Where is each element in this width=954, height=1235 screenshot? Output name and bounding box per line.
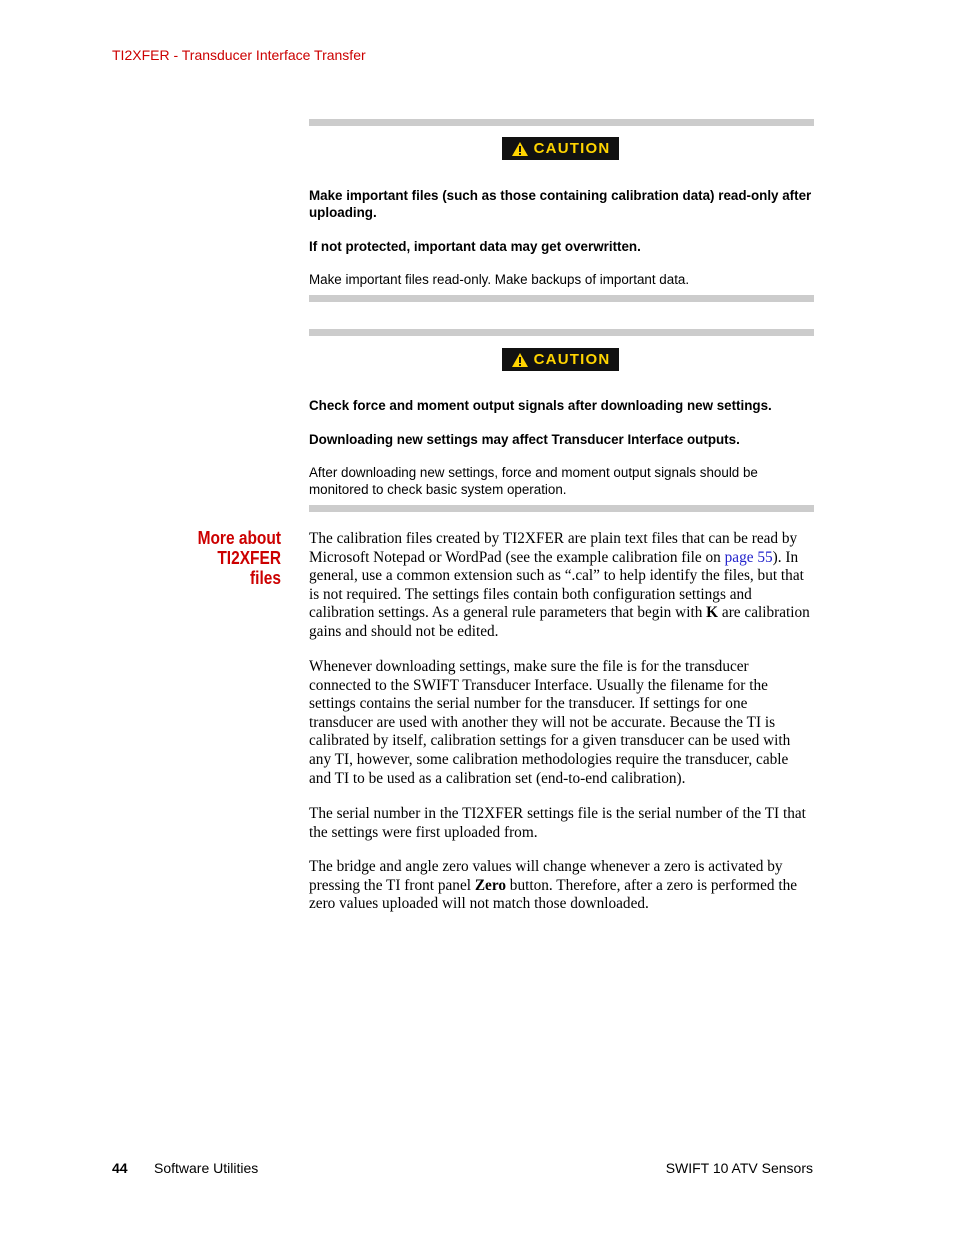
- paragraph-text: ). In general, use a common extension such as “.cal” to help identify the files, but that is not required. The settings files contain both configuration settings and calibration settings. As a general rule parameters that begin with: [309, 548, 804, 622]
- footer-chapter: Software Utilities: [154, 1160, 259, 1176]
- bold-k: K: [706, 604, 719, 622]
- section-heading-line1: More about TI2XFER: [197, 528, 281, 568]
- bold-zero: Zero: [474, 876, 506, 894]
- caution-top-rule: [309, 329, 814, 336]
- paragraph-2: Whenever downloading settings, make sure the file is for the transducer connected to the SWIFT Transducer Interface. Usually the filename for the settings contains the serial number for the transducer. If settings for one transducer are used with another they will not be accurate. Because the TI is calibrated by itself, calibration settings for a given transducer can be used with any TI, however, some calibration methodologies require the transducer, cable and TI to be used as a calibration set (end-to-end calibration).: [309, 658, 791, 787]
- page-55-link[interactable]: page 55: [724, 548, 773, 566]
- caution-bottom-rule: [309, 295, 814, 302]
- page-number: 44: [112, 1160, 128, 1176]
- caution-action: After downloading new settings, force and moment output signals should be monitored to check basic system operation.: [309, 465, 758, 497]
- caution-statement: Make important files (such as those containing calibration data) read-only after uploading.: [309, 188, 812, 220]
- caution-action: Make important files read-only. Make backups of important data.: [309, 272, 690, 287]
- caution-consequence: If not protected, important data may get overwritten.: [309, 239, 641, 254]
- caution-label: [502, 137, 619, 160]
- warning-triangle-icon: [511, 352, 529, 368]
- paragraph-3: The serial number in the TI2XFER settings file is the serial number of the TI that the settings were first uploaded from.: [309, 805, 806, 841]
- caution-label-text: CAUTION: [533, 351, 611, 368]
- caution-box-1: [309, 119, 814, 302]
- footer-product: SWIFT 10 ATV Sensors: [665, 1160, 813, 1176]
- caution-bottom-rule: [309, 505, 814, 512]
- caution-box-2: [309, 329, 814, 512]
- section-heading: [134, 528, 281, 588]
- paragraph-text: The calibration files created by TI2XFER are plain text files that can be read by Microsoft Notepad or WordPad (see the example calibration file on: [309, 530, 798, 566]
- paragraph-4: [309, 858, 814, 914]
- paragraph-text: The bridge and angle zero values will change whenever a zero is activated by pressing the TI front panel: [309, 858, 783, 894]
- paragraph-1: [309, 530, 814, 642]
- caution-consequence: Downloading new settings may affect Transducer Interface outputs.: [309, 432, 740, 447]
- running-header: TI2XFER - Transducer Interface Transfer: [112, 47, 366, 63]
- caution-top-rule: [309, 119, 814, 126]
- paragraph-text: button. Therefore, after a zero is performed the zero values uploaded will not match those downloaded.: [309, 876, 798, 913]
- caution-label-text: CAUTION: [533, 140, 611, 157]
- caution-statement: Check force and moment output signals after downloading new settings.: [309, 398, 772, 413]
- caution-label: [502, 348, 619, 371]
- paragraph-text: are calibration gains and should not be edited.: [309, 604, 810, 640]
- warning-triangle-icon: [511, 141, 529, 157]
- section-heading-line2: files: [250, 568, 281, 588]
